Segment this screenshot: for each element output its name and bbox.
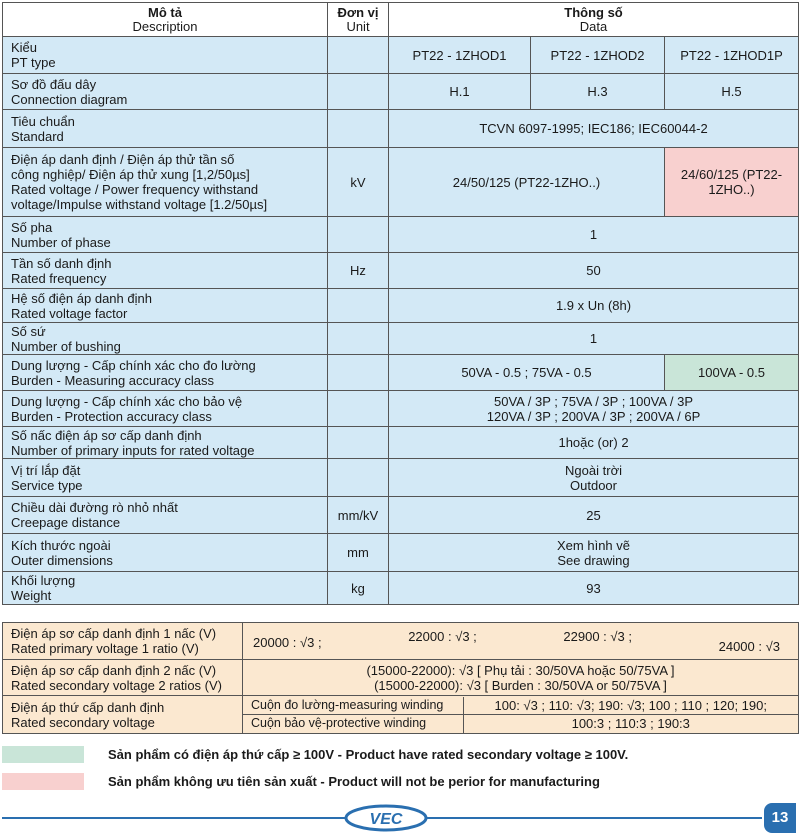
header-description: Mô tả Description: [3, 3, 328, 37]
value: [243, 696, 799, 734]
ratio-22000: 22000 : √3 ;: [408, 628, 477, 644]
label: Tiêu chuẩn Standard: [3, 110, 328, 148]
header-data: Thông số Data: [389, 3, 799, 37]
label: Sơ đồ đấu dây Connection diagram: [3, 74, 328, 110]
label: Tần số danh định Rated frequency: [3, 253, 328, 289]
measuring-winding-values: 100: √3 ; 110: √3; 190: √3; 100 ; 110 ; 120; 190;: [463, 697, 798, 715]
row-phase: [3, 217, 799, 253]
legend-pink-swatch: [2, 773, 84, 790]
unit: [328, 323, 389, 355]
value-3: PT22 - 1ZHOD1P: [665, 37, 799, 74]
row-rated-secondary: [3, 696, 799, 734]
unit: [328, 289, 389, 323]
row-secondary-2-ratios: [3, 660, 799, 696]
value-1: 50VA - 0.5 ; 75VA - 0.5: [389, 355, 665, 391]
value: 1: [389, 323, 799, 355]
value: Ngoài trời Outdoor: [389, 459, 799, 497]
logo-text: VEC: [369, 811, 403, 828]
value-2: PT22 - 1ZHOD2: [531, 37, 665, 74]
ratio-20000: 20000 : √3 ;: [253, 634, 322, 650]
row-burden-measuring: [3, 355, 799, 391]
legend-pink-text: Sản phẩm không ưu tiên sản xuất - Product will not be perior for manufacturing: [108, 773, 600, 789]
unit: [328, 427, 389, 459]
row-primary-1-ratio: [3, 623, 799, 660]
unit: kV: [328, 148, 389, 217]
row-rated-voltage: [3, 148, 799, 217]
row-standard: [3, 110, 799, 148]
unit: [328, 391, 389, 427]
unit: Hz: [328, 253, 389, 289]
label: Khối lượng Weight: [3, 572, 328, 605]
header-unit: Đơn vị Unit: [328, 3, 389, 37]
value-2: 24/60/125 (PT22-1ZHO..): [665, 148, 799, 217]
value: TCVN 6097-1995; IEC186; IEC60044-2: [389, 110, 799, 148]
legend-pink: [2, 771, 798, 791]
unit: [328, 459, 389, 497]
label: Điện áp thứ cấp danh định Rated secondary voltage: [3, 696, 243, 734]
label: Điện áp danh định / Điện áp thử tần số công nghiệp/ Điện áp thử xung [1,2/50µs] Rated voltage / Power frequency withstand voltage/Impulse withstand voltage [1.2/50µs]: [3, 148, 328, 217]
unit: mm: [328, 534, 389, 572]
value: 1: [389, 217, 799, 253]
label: Vị trí lắp đặt Service type: [3, 459, 328, 497]
legend-green: [2, 744, 798, 764]
label: Hệ số điện áp danh định Rated voltage factor: [3, 289, 328, 323]
unit: [328, 74, 389, 110]
row-creepage: [3, 497, 799, 534]
row-service-type: [3, 459, 799, 497]
value-2: 100VA - 0.5: [665, 355, 799, 391]
label: Chiều dài đường rò nhỏ nhất Creepage distance: [3, 497, 328, 534]
measuring-winding-label: Cuộn đo lường-measuring winding: [243, 697, 463, 715]
protective-winding-values: 100:3 ; 110:3 ; 190:3: [463, 715, 798, 733]
specification-table: [2, 2, 799, 605]
label: Số sứ Number of bushing: [3, 323, 328, 355]
value: (15000-22000): √3 [ Phụ tải : 30/50VA hoặc 50/75VA ] (15000-22000): √3 [ Burden : 30/50VA or 50/75VA ]: [243, 660, 799, 696]
unit: [328, 37, 389, 74]
row-bushing: [3, 323, 799, 355]
page-number: 13: [764, 803, 796, 833]
value-2: H.3: [531, 74, 665, 110]
row-burden-protection: [3, 391, 799, 427]
value: 1.9 x Un (8h): [389, 289, 799, 323]
voltage-table: [2, 622, 799, 734]
value: 50VA / 3P ; 75VA / 3P ; 100VA / 3P 120VA / 3P ; 200VA / 3P ; 200VA / 6P: [389, 391, 799, 427]
legend-green-text: Sản phẩm có điện áp thứ cấp ≥ 100V - Product have rated secondary voltage ≥ 100V.: [108, 746, 629, 762]
value-1: 24/50/125 (PT22-1ZHO..): [389, 148, 665, 217]
value: 93: [389, 572, 799, 605]
label: Kiểu PT type: [3, 37, 328, 74]
label: Điện áp sơ cấp danh định 2 nấc (V) Rated secondary voltage 2 ratios (V): [3, 660, 243, 696]
label: Dung lượng - Cấp chính xác cho bảo vệ Burden - Protection accuracy class: [3, 391, 328, 427]
row-weight: [3, 572, 799, 605]
row-dimensions: [3, 534, 799, 572]
value-1: PT22 - 1ZHOD1: [389, 37, 531, 74]
value-3: H.5: [665, 74, 799, 110]
unit: [328, 217, 389, 253]
label: Dung lượng - Cấp chính xác cho đo lường Burden - Measuring accuracy class: [3, 355, 328, 391]
value: [243, 623, 799, 660]
header-row: [3, 3, 799, 37]
winding-table: [243, 697, 798, 733]
legend-green-swatch: [2, 746, 84, 763]
row-pt-type: [3, 37, 799, 74]
ratio-24000: 24000 : √3: [718, 638, 780, 654]
label: Điện áp sơ cấp danh định 1 nấc (V) Rated primary voltage 1 ratio (V): [3, 623, 243, 660]
value: Xem hình vẽ See drawing: [389, 534, 799, 572]
row-frequency: [3, 253, 799, 289]
unit: kg: [328, 572, 389, 605]
value-1: H.1: [389, 74, 531, 110]
unit: [328, 110, 389, 148]
label: Số pha Number of phase: [3, 217, 328, 253]
protective-winding-label: Cuộn bảo vệ-protective winding: [243, 715, 463, 733]
row-connection-diagram: [3, 74, 799, 110]
value: 25: [389, 497, 799, 534]
value: 1hoặc (or) 2: [389, 427, 799, 459]
row-primary-inputs: [3, 427, 799, 459]
ratio-22900: 22900 : √3 ;: [563, 628, 632, 644]
unit: [328, 355, 389, 391]
row-voltage-factor: [3, 289, 799, 323]
label: Kích thước ngoài Outer dimensions: [3, 534, 328, 572]
vec-logo: [334, 803, 438, 833]
value: 50: [389, 253, 799, 289]
unit: mm/kV: [328, 497, 389, 534]
label: Số nấc điện áp sơ cấp danh định Number of primary inputs for rated voltage: [3, 427, 328, 459]
